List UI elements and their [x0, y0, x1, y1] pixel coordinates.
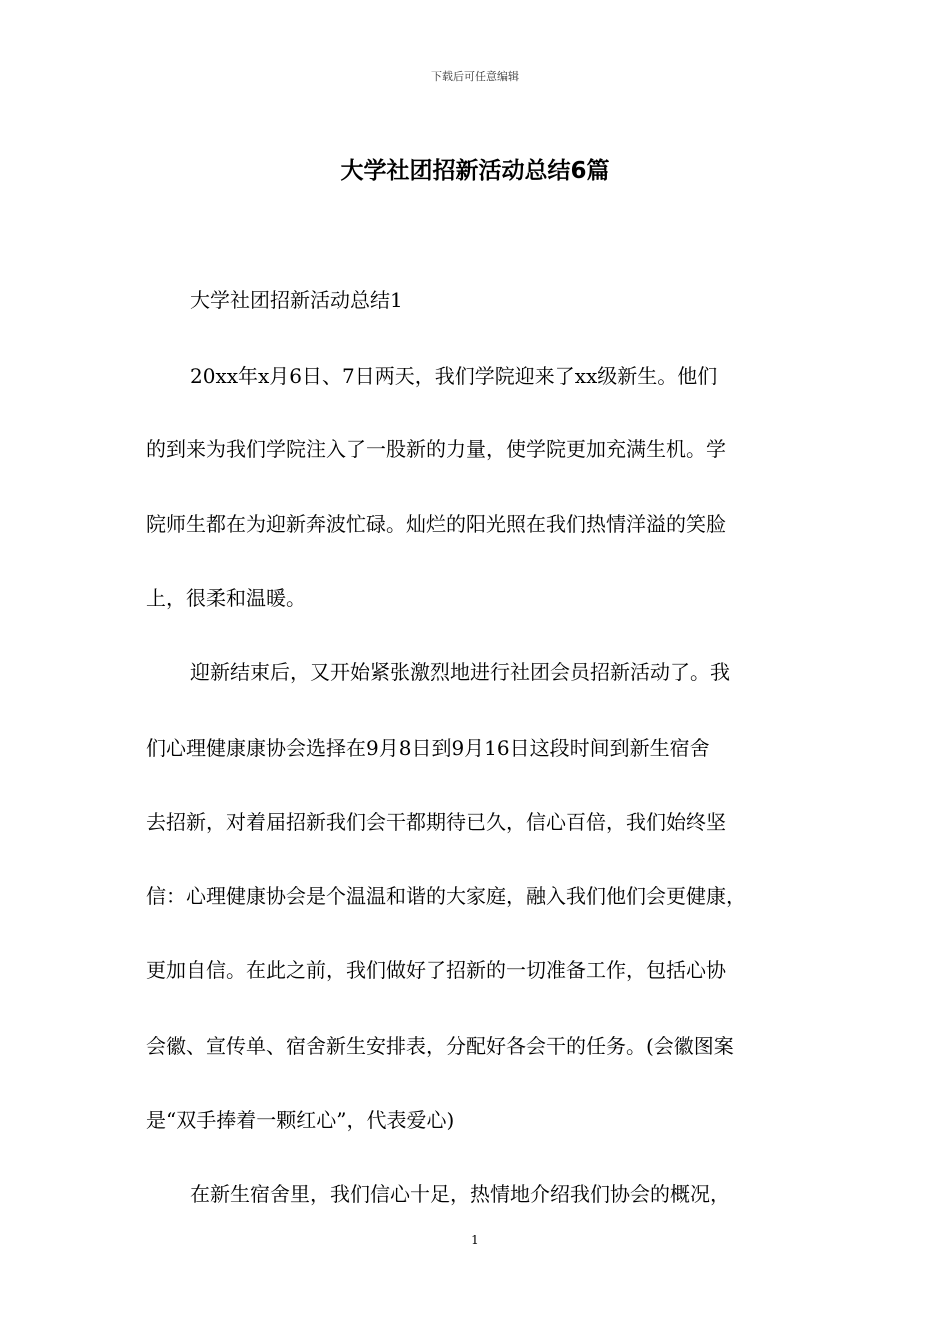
paragraph-line: 20xx年x月6日、7日两天，我们学院迎来了xx级新生。他们: [190, 364, 718, 388]
page-number: 1: [471, 1233, 479, 1247]
section-heading: 大学社团招新活动总结1: [190, 288, 403, 312]
paragraph-line: 的到来为我们学院注入了一股新的力量，使学院更加充满生机。学: [146, 437, 726, 461]
paragraph-line: 们心理健康康协会选择在9月8日到9月16日这段时间到新生宿舍: [146, 736, 710, 760]
paragraph-line: 迎新结束后，又开始紧张激烈地进行社团会员招新活动了。我: [190, 660, 730, 684]
header-note: 下载后可任意编辑: [431, 70, 519, 83]
paragraph-line: 更加自信。在此之前，我们做好了招新的一切准备工作，包括心协: [146, 958, 726, 982]
document-title: 大学社团招新活动总结6篇: [340, 158, 610, 184]
paragraph-line: 在新生宿舍里，我们信心十足，热情地介绍我们协会的概况，: [190, 1182, 730, 1206]
paragraph-line: 上，很柔和温暖。: [146, 586, 306, 610]
paragraph-line: 会徽、宣传单、宿舍新生安排表，分配好各会干的任务。(会徽图案: [146, 1034, 734, 1058]
paragraph-line: 去招新，对着届招新我们会干都期待已久，信心百倍，我们始终坚: [146, 810, 726, 834]
paragraph-line: 是“双手捧着一颗红心”，代表爱心): [146, 1108, 455, 1132]
paragraph-line: 信：心理健康协会是个温温和谐的大家庭，融入我们他们会更健康，: [146, 884, 746, 908]
paragraph-line: 院师生都在为迎新奔波忙碌。灿烂的阳光照在我们热情洋溢的笑脸: [146, 512, 726, 536]
